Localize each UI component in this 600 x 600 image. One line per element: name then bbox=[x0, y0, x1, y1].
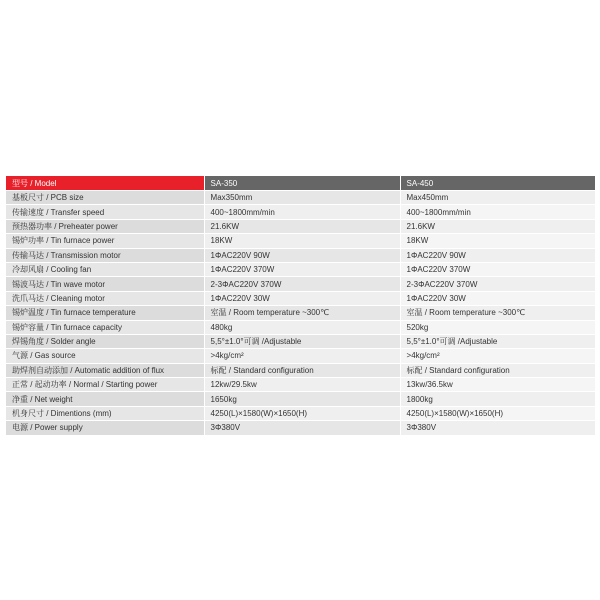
spec-value-sa350: 4250(L)×1580(W)×1650(H) bbox=[204, 406, 400, 420]
spec-value-sa350: 标配 / Standard configuration bbox=[204, 363, 400, 377]
spec-value-sa350: 400~1800mm/min bbox=[204, 205, 400, 219]
table-row bbox=[6, 378, 595, 392]
spec-label: 锡炉功率 / Tin furnace power bbox=[6, 234, 204, 248]
spec-value-sa450: 室温 / Room temperature ~300℃ bbox=[400, 306, 595, 320]
spec-value-sa450: 2-3ΦAC220V 370W bbox=[400, 277, 595, 291]
spec-value-sa350: 室温 / Room temperature ~300℃ bbox=[204, 306, 400, 320]
spec-value-sa450: 1800kg bbox=[400, 392, 595, 406]
spec-table-body bbox=[6, 176, 595, 435]
spec-label: 锡炉容量 / Tin furnace capacity bbox=[6, 320, 204, 334]
table-row bbox=[6, 219, 595, 233]
spec-value-sa350: 2-3ΦAC220V 370W bbox=[204, 277, 400, 291]
header-row bbox=[6, 176, 595, 191]
spec-label: 气源 / Gas source bbox=[6, 349, 204, 363]
spec-label: 洗爪马达 / Cleaning motor bbox=[6, 291, 204, 305]
header-model-sa450: SA-450 bbox=[400, 176, 595, 191]
spec-value-sa450: 13kw/36.5kw bbox=[400, 378, 595, 392]
spec-label: 预热器功率 / Preheater power bbox=[6, 219, 204, 233]
spec-label: 锡波马达 / Tin wave motor bbox=[6, 277, 204, 291]
spec-value-sa450: 3Φ380V bbox=[400, 421, 595, 435]
spec-value-sa450: 18KW bbox=[400, 234, 595, 248]
spec-value-sa350: 480kg bbox=[204, 320, 400, 334]
header-label: 型号 / Model bbox=[6, 176, 204, 191]
spec-value-sa350: 1650kg bbox=[204, 392, 400, 406]
spec-value-sa350: 12kw/29.5kw bbox=[204, 378, 400, 392]
spec-label: 冷却风扇 / Cooling fan bbox=[6, 262, 204, 276]
spec-value-sa450: 1ΦAC220V 370W bbox=[400, 262, 595, 276]
table-row bbox=[6, 421, 595, 435]
spec-value-sa450: 1ΦAC220V 90W bbox=[400, 248, 595, 262]
spec-value-sa350: 3Φ380V bbox=[204, 421, 400, 435]
spec-value-sa450: 400~1800mm/min bbox=[400, 205, 595, 219]
spec-label: 净重 / Net weight bbox=[6, 392, 204, 406]
table-row bbox=[6, 234, 595, 248]
spec-label: 锡炉温度 / Tin furnace temperature bbox=[6, 306, 204, 320]
table-row bbox=[6, 248, 595, 262]
spec-value-sa450: Max450mm bbox=[400, 191, 595, 205]
table-row bbox=[6, 291, 595, 305]
spec-label: 正常 / 起动功率 / Normal / Starting power bbox=[6, 378, 204, 392]
spec-label: 焊锡角度 / Solder angle bbox=[6, 334, 204, 348]
table-row bbox=[6, 406, 595, 420]
spec-value-sa350: Max350mm bbox=[204, 191, 400, 205]
spec-value-sa450: 1ΦAC220V 30W bbox=[400, 291, 595, 305]
spec-value-sa350: 5,5°±1.0°可调 /Adjustable bbox=[204, 334, 400, 348]
spec-value-sa350: >4kg/cm² bbox=[204, 349, 400, 363]
table-row bbox=[6, 277, 595, 291]
spec-table bbox=[6, 176, 595, 436]
spec-value-sa450: 21.6KW bbox=[400, 219, 595, 233]
spec-label: 传输速度 / Transfer speed bbox=[6, 205, 204, 219]
spec-label: 传输马达 / Transmission motor bbox=[6, 248, 204, 262]
table-row bbox=[6, 349, 595, 363]
spec-label: 助焊剂自动添加 / Automatic addition of flux bbox=[6, 363, 204, 377]
spec-value-sa350: 1ΦAC220V 370W bbox=[204, 262, 400, 276]
table-row bbox=[6, 191, 595, 205]
spec-value-sa450: >4kg/cm² bbox=[400, 349, 595, 363]
spec-label: 基板尺寸 / PCB size bbox=[6, 191, 204, 205]
table-row bbox=[6, 320, 595, 334]
spec-value-sa350: 1ΦAC220V 90W bbox=[204, 248, 400, 262]
spec-value-sa450: 4250(L)×1580(W)×1650(H) bbox=[400, 406, 595, 420]
spec-value-sa350: 18KW bbox=[204, 234, 400, 248]
table-row bbox=[6, 262, 595, 276]
table-row bbox=[6, 392, 595, 406]
spec-value-sa350: 21.6KW bbox=[204, 219, 400, 233]
spec-label: 电源 / Power supply bbox=[6, 421, 204, 435]
spec-value-sa450: 标配 / Standard configuration bbox=[400, 363, 595, 377]
table-row bbox=[6, 334, 595, 348]
spec-label: 机身尺寸 / Dimentions (mm) bbox=[6, 406, 204, 420]
spec-value-sa450: 5,5°±1.0°可调 /Adjustable bbox=[400, 334, 595, 348]
table-row bbox=[6, 363, 595, 377]
table-row bbox=[6, 306, 595, 320]
spec-value-sa350: 1ΦAC220V 30W bbox=[204, 291, 400, 305]
header-model-sa350: SA-350 bbox=[204, 176, 400, 191]
table-row bbox=[6, 205, 595, 219]
spec-value-sa450: 520kg bbox=[400, 320, 595, 334]
